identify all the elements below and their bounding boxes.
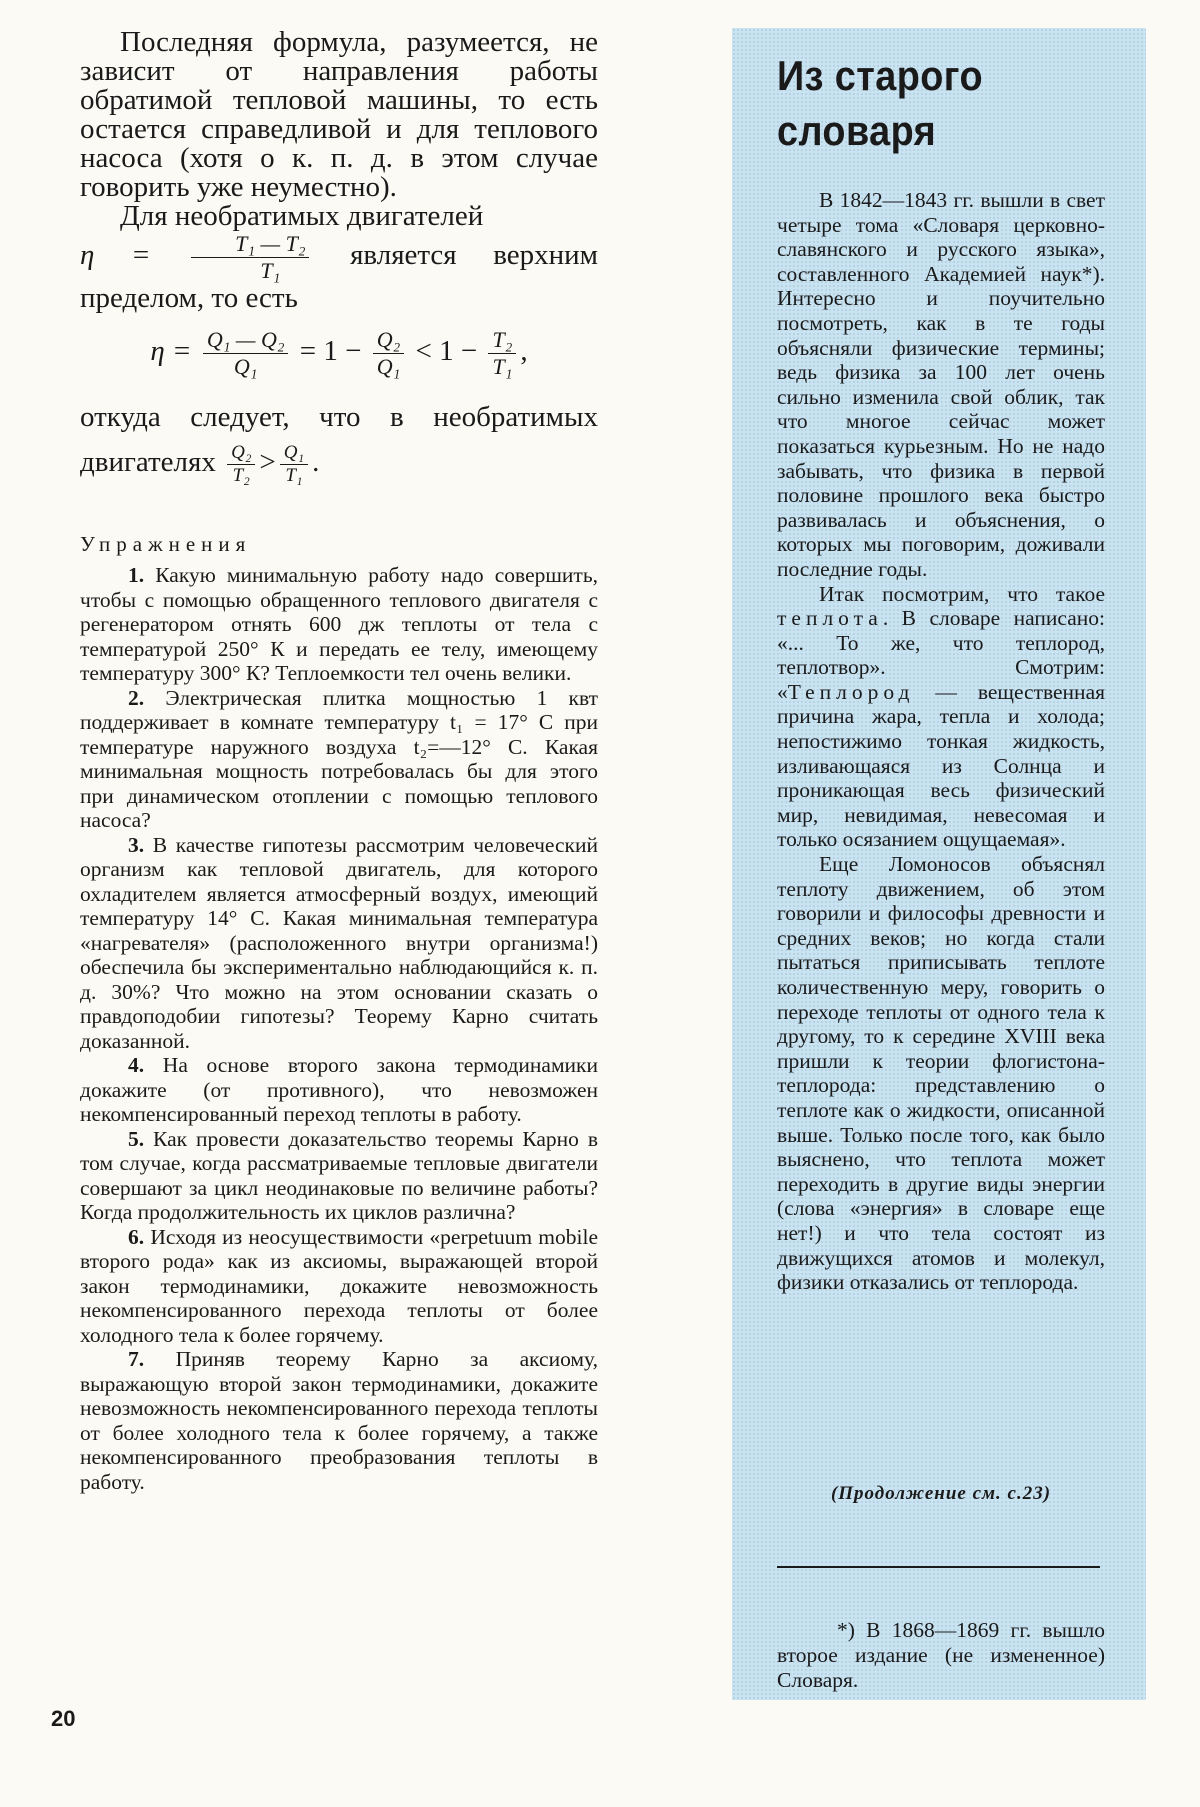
exercise-text: На основе второго закона термодинамики докажите (от противного), что невозможен некомпенсированный переход теплоты в работу. xyxy=(80,1053,599,1126)
sidebar-p2-a: Итак посмотрим, что такое xyxy=(819,581,1105,606)
heat-ratio-numerator: Q₂ xyxy=(373,327,405,354)
page-number: 20 xyxy=(51,1706,76,1731)
efficiency-symbol: η = xyxy=(80,239,151,272)
carnot-fraction-numerator: T₁ — T₂ xyxy=(191,231,309,258)
heat-fraction-numerator: Q₁ — Q₂ xyxy=(203,327,289,354)
equals-one-minus: = 1 − xyxy=(299,335,362,368)
sidebar-title xyxy=(777,48,983,158)
sidebar-p2-c: — вещественная причина жара, тепла и холода; непостижимо тонкая жидкость, изливающаяся из Солнца и проникающая весь физический мир, невидимая, невесомая и только осязанием ощущаемая». xyxy=(777,679,1105,852)
q2-t2-denominator: T₂ xyxy=(232,465,250,486)
sidebar-title-line2: словаря xyxy=(777,107,937,154)
exercises-heading: Упражнения xyxy=(80,532,252,556)
sidebar-p2-b: . В словаре написано: «... То же, что теплород, теплотвор». Смотрим: « xyxy=(777,606,1105,704)
term-heat: теплота xyxy=(777,606,883,631)
exercise-number: 3. xyxy=(128,832,145,857)
exercise-number: 7. xyxy=(128,1347,145,1371)
carnot-fraction xyxy=(191,231,309,284)
temperature-ratio-fraction xyxy=(488,327,516,380)
intro-paragraph: Последняя формула, разумеется, не зависит от направления работы обратимой тепловой машины, то есть остается справедливой и для теплового насоса (хотя о к. п. д. в этом случае говорить уже неуместно). xyxy=(80,26,598,203)
exercise-item xyxy=(80,1127,598,1225)
efficiency-symbol-2: η = xyxy=(150,335,192,368)
exercise-text: Приняв теорему Карно за аксиому, выражающую второй закон термодинамики, докажите невозможность некомпенсированного перехода теплоты от более холодного тела к более горячему, а также некомпенсированного преобразования теплоты в работу. xyxy=(80,1347,599,1494)
intro-p2-tail: является верхним пределом, то есть xyxy=(80,239,599,314)
sidebar-paragraph-3: Еще Ломоносов объяснял теплоту движением, об этом говорили и философы древности и средних веков; но когда стали пытаться приписывать теплоте количественную меру, говорить о переходе теплоты от одного тела к другому, то к середине XVIII века пришли к теории флогистона-теплорода: представлению о теплоте как о жидкости, описанной выше. Только после того, как было выяснено, что теплота может переходить в другие виды энергии (слова «энергия» в словаре еще нет!) и что тела состоят из движущихся атомов и молекул, физики отказались от теплорода. xyxy=(777,852,1105,1295)
exercise-item xyxy=(80,563,598,686)
heat-ratio-fraction xyxy=(373,327,405,380)
q2-t2-numerator: Q₂ xyxy=(227,442,255,465)
q2-t2-fraction xyxy=(227,442,255,487)
sidebar-title-line1: Из старого xyxy=(777,52,984,99)
footnote: *) В 1868—1869 гг. вышло второе издание (не измененное) Словаря. xyxy=(777,1618,1105,1692)
heat-fraction xyxy=(203,327,289,380)
carnot-fraction-denominator: T₁ xyxy=(260,258,281,283)
exercise-number: 4. xyxy=(128,1053,145,1077)
formula-comma: , xyxy=(520,335,528,368)
inequality-period: . xyxy=(312,446,320,479)
exercise-item xyxy=(80,833,598,1054)
exercise-list xyxy=(80,563,598,1494)
heat-ratio-denominator: Q₁ xyxy=(376,354,401,379)
footnote-divider xyxy=(777,1566,1100,1568)
main-column xyxy=(80,28,598,1494)
clausius-inequality xyxy=(80,442,598,502)
q1-t1-denominator: T₁ xyxy=(285,465,303,486)
exercise-number: 2. xyxy=(128,685,145,710)
q1-t1-numerator: Q₁ xyxy=(280,442,308,465)
term-caloric: Теплород xyxy=(787,679,915,704)
greater-than-sign: > xyxy=(259,446,276,479)
sidebar-paragraph-1: В 1842—1843 гг. вышли в свет четыре тома «Словаря церковно-славянского и русского языка», составленного Академией наук*). Интересно и поучительно посмотреть, как в те годы объясняли физические термины; ведь физика за 100 лет очень сильно изменила свой облик, так что многое сейчас может показаться курьезным. Но не надо забывать, что физика в первой половине прошлого века быстро развивалась и объяснения, о которых мы поговорим, доживали последние годы. xyxy=(777,188,1105,581)
exercise-number: 1. xyxy=(128,563,145,587)
less-than-one-minus: < 1 − xyxy=(415,335,478,368)
exercise-number: 6. xyxy=(128,1224,145,1249)
irreversible-engines-paragraph xyxy=(80,202,598,313)
intro-p2-lead: Для необратимых двигателей xyxy=(120,200,484,232)
exercise-item xyxy=(80,686,598,833)
sidebar-body xyxy=(777,188,1105,1295)
q1-t1-fraction xyxy=(280,442,308,487)
old-dictionary-sidebar xyxy=(732,28,1146,1700)
conclusion-line: откуда следует, что в необратимых xyxy=(80,401,598,433)
efficiency-inequality xyxy=(80,327,598,397)
exercise-text: Как провести доказательство теоремы Карно в том случае, когда рассматриваемые тепловые двигатели совершают за цикл неодинаковые по величине работы? Когда продолжительность их циклов различна? xyxy=(80,1126,599,1224)
exercise-number: 5. xyxy=(128,1126,145,1151)
heat-fraction-denominator: Q₁ xyxy=(233,354,258,379)
exercise-text: В качестве гипотезы рассмотрим человеческий организм как тепловой двигатель, для которого охладителем является атмосферный воздух, имеющий температуру 14° С. Какая минимальная температура «нагревателя» (расположенного внутри организма!) обеспечила бы экспериментально наблюдающийся к. п. д. 30%? Что можно на этом основании сказать о правдоподобии гипотезы? Теорему Карно считать доказанной. xyxy=(80,832,598,1053)
exercise-text: Какую минимальную работу надо совершить, чтобы с помощью обращенного теплового двигателя с регенератором отнять 600 дж теплоты от тела с температурой 250° К и передать ее телу, имеющему температуру 300° К? Теплоемкости тел очень велики. xyxy=(80,563,599,685)
temperature-ratio-denominator: T₁ xyxy=(492,354,513,379)
sidebar-paragraph-2 xyxy=(777,582,1105,853)
exercise-text: Исходя из неосуществимости «perpetuum mobile второго рода» как из аксиомы, выражающей второй закон термодинамики, докажите невозможность некомпенсированного перехода теплоты от более холодного тела к более горячему. xyxy=(80,1224,598,1347)
conclusion-lead: двигателях xyxy=(80,446,216,479)
continuation-note: (Продолжение см. с.23) xyxy=(830,1483,1052,1504)
exercise-item xyxy=(80,1053,598,1127)
exercise-text: Электрическая плитка мощностью 1 квт поддерживает в комнате температуру t₁ = 17° С при температуре наружного воздуха t₂=—12° С. Какая минимальная мощность потребовалась бы для этого при динамическом отоплении с помощью теплового насоса? xyxy=(80,685,599,832)
exercise-item xyxy=(80,1225,598,1348)
exercise-item xyxy=(80,1347,598,1494)
temperature-ratio-numerator: T₂ xyxy=(488,327,516,354)
